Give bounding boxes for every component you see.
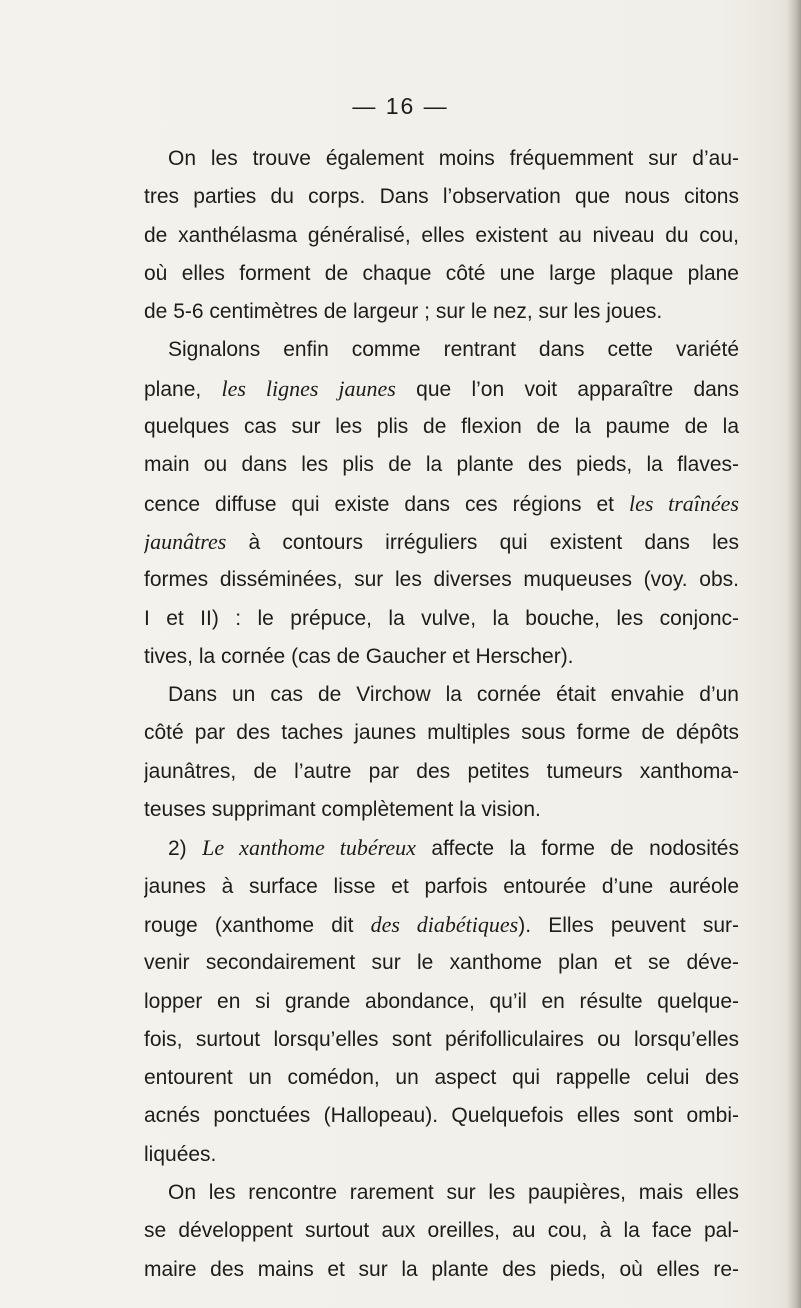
page-edge-shadow: [787, 0, 801, 1308]
text-segment: quelques cas sur les plis de flexion de la paume de la: [144, 415, 739, 439]
text-segment: jaunâtres, de l’autre par des petites tumeurs xanthoma-: [144, 759, 739, 783]
text-line: [144, 906, 739, 944]
text-line: [144, 1212, 739, 1250]
text-segment: On les trouve également moins fréquemment sur d’au-: [168, 147, 739, 170]
text-line: [144, 331, 739, 369]
text-line: [144, 1021, 739, 1059]
text-line: [144, 714, 739, 752]
text-segment: de xanthélasma généralisé, elles existent au niveau du cou,: [144, 223, 739, 247]
text-segment: entourent un comédon, un aspect qui rappelle celui des: [144, 1066, 739, 1090]
text-segment: 2): [168, 837, 203, 861]
text-segment: I et II) : le prépuce, la vulve, la bouche, les conjonc-: [144, 606, 739, 630]
text-segment: main ou dans les plis de la plante des pieds, la flaves-: [144, 453, 739, 477]
text-line: [144, 140, 739, 178]
italic-text: les lignes jaunes: [221, 375, 396, 401]
italic-text: jaunâtres: [144, 528, 227, 554]
text-line: [144, 1059, 739, 1097]
text-segment: que l’on voit apparaître dans: [395, 377, 739, 401]
text-segment: tres parties du corps. Dans l’observation que nous citons: [144, 185, 739, 209]
text-line: [144, 791, 739, 829]
text-line: [144, 293, 739, 331]
text-line: [144, 753, 739, 791]
italic-text: Le xanthome tubéreux: [202, 835, 416, 861]
text-line: [144, 868, 739, 906]
text-segment: côté par des taches jaunes multiples sous forme de dépôts: [144, 721, 739, 745]
text-segment: lopper en si grande abondance, qu’il en résulte quelque-: [144, 989, 739, 1013]
text-segment: fois, surtout lorsqu’elles sont périfolliculaires ou lorsqu’elles: [144, 1027, 739, 1051]
text-line: [144, 408, 739, 446]
italic-text: des diabétiques: [370, 911, 519, 937]
text-segment: à contours irréguliers qui existent dans les: [226, 530, 739, 554]
text-line: [144, 255, 739, 293]
text-segment: formes disséminées, sur les diverses muqueuses (voy. obs.: [144, 568, 739, 592]
text-segment: venir secondairement sur le xanthome plan et se déve-: [144, 951, 739, 975]
text-segment: Dans un cas de Virchow la cornée était envahie d’un: [168, 683, 739, 707]
text-segment: tives, la cornée (cas de Gaucher et Herscher).: [144, 644, 574, 668]
text-line: [144, 600, 739, 638]
text-line: [144, 178, 739, 216]
text-line: [144, 829, 739, 867]
text-line: [144, 638, 739, 676]
text-segment: acnés ponctuées (Hallopeau). Quelquefois elles sont ombi-: [144, 1104, 739, 1128]
text-line: [144, 561, 739, 599]
text-segment: cence diffuse qui existe dans ces régions et: [144, 492, 629, 516]
text-line: [144, 485, 739, 523]
text-line: [144, 1097, 739, 1135]
text-segment: liquées.: [144, 1142, 217, 1166]
text-line: [144, 446, 739, 484]
text-line: [144, 676, 739, 714]
text-segment: Signalons enfin comme rentrant dans cette variété: [168, 338, 739, 362]
text-line: [144, 1174, 739, 1212]
text-line: [144, 1251, 739, 1289]
text-segment: plane,: [144, 377, 222, 401]
text-segment: maire des mains et sur la plante des pieds, où elles re-: [144, 1257, 739, 1281]
text-segment: affecte la forme de nodosités: [415, 837, 739, 861]
text-segment: rouge (xanthome dit: [144, 913, 371, 937]
text-segment: On les rencontre rarement sur les paupières, mais elles: [168, 1181, 739, 1205]
body-text: [144, 140, 739, 1289]
text-segment: où elles forment de chaque côté une large plaque plane: [144, 261, 739, 285]
text-line: [144, 983, 739, 1021]
text-segment: jaunes à surface lisse et parfois entourée d’une auréole: [144, 874, 739, 898]
text-line: [144, 370, 739, 408]
text-line: [144, 523, 739, 561]
page-number: — 16 —: [352, 93, 449, 119]
text-line: [144, 217, 739, 255]
text-segment: teuses supprimant complètement la vision.: [144, 798, 541, 822]
text-line: [144, 944, 739, 982]
text-line: [144, 1136, 739, 1174]
italic-text: les traînées: [629, 490, 739, 516]
text-segment: de 5-6 centimètres de largeur ; sur le nez, sur les joues.: [144, 300, 663, 324]
text-segment: ). Elles peuvent sur-: [518, 913, 739, 937]
text-segment: se développent surtout aux oreilles, au cou, à la face pal-: [144, 1219, 739, 1243]
